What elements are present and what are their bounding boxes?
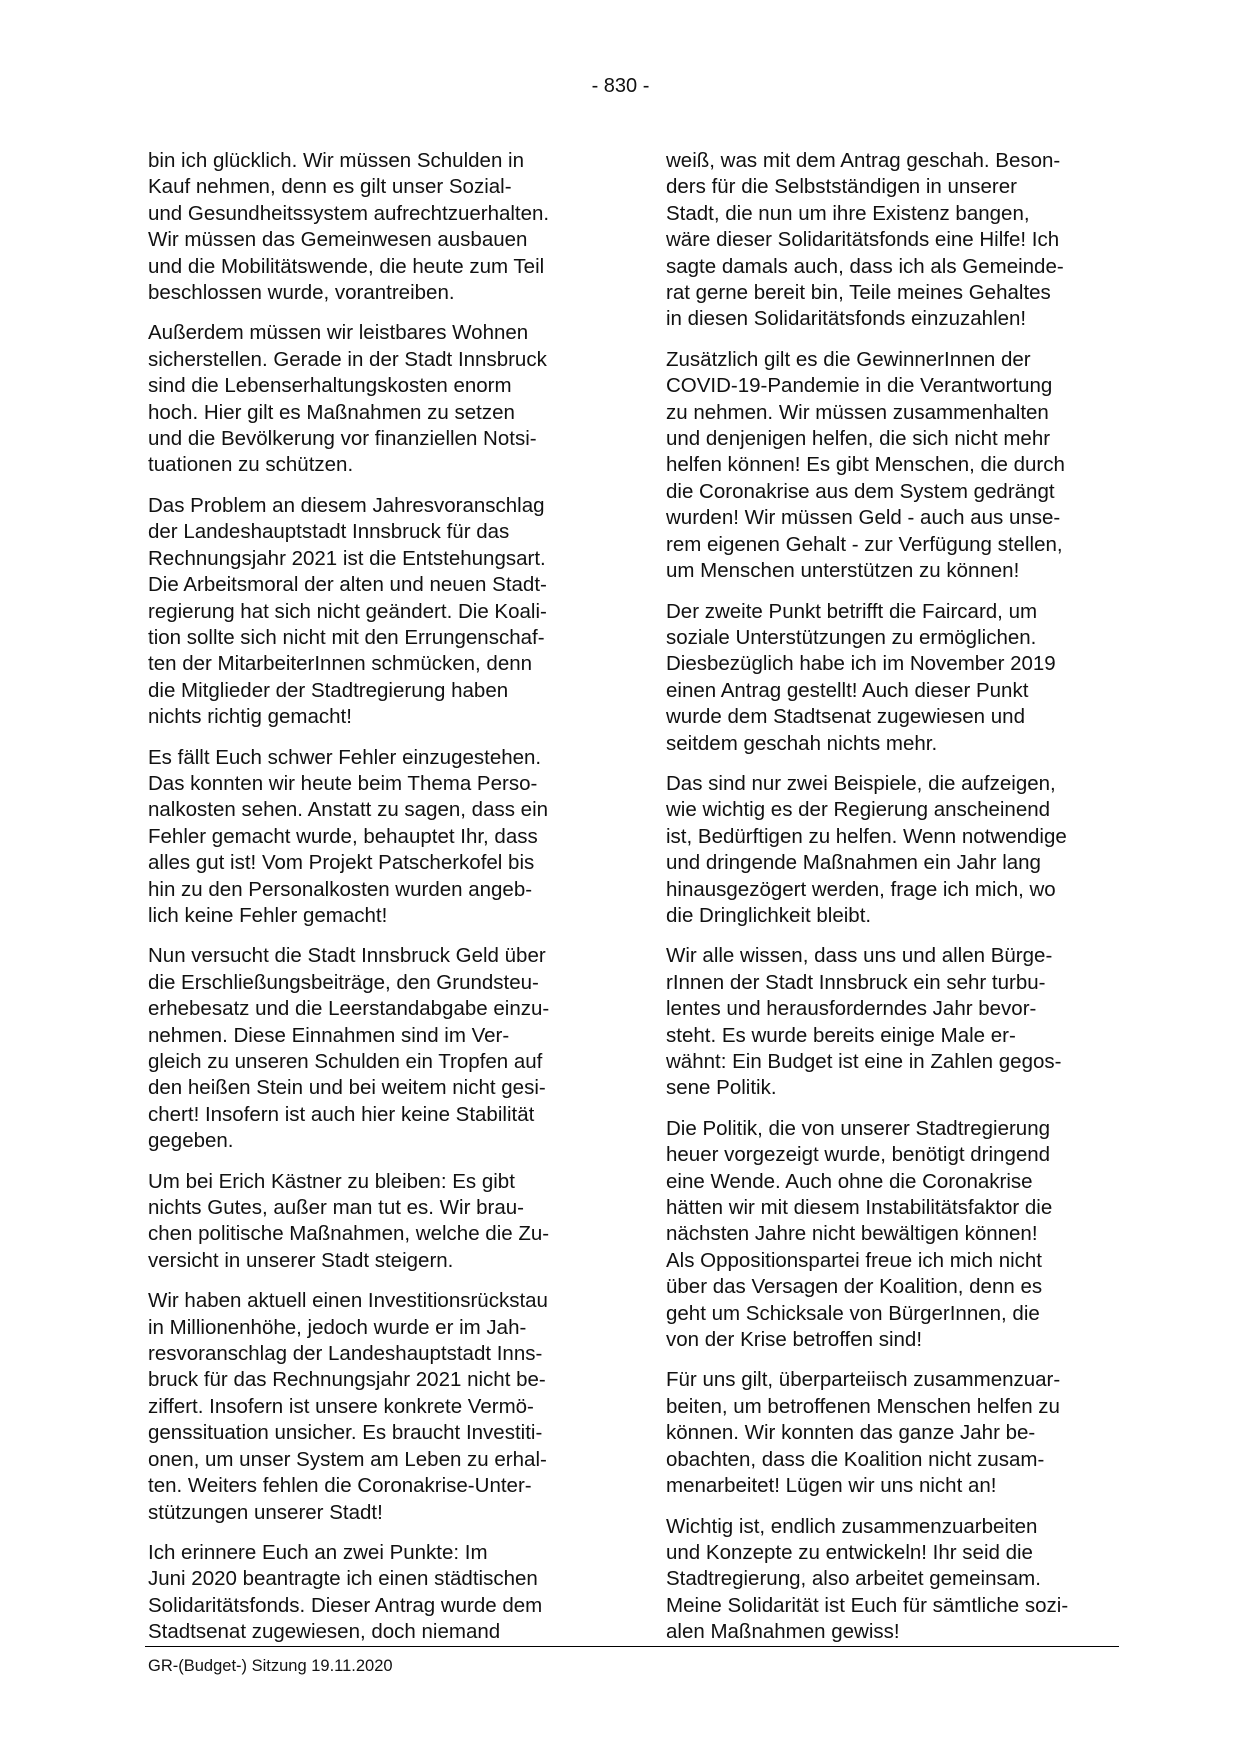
paragraph: Das sind nur zwei Beispiele, die aufzeigen, wie wichtig es der Regierung anscheinend ist, Bedürftigen zu helfen. Wenn notwendige und dringende Maßnahmen ein Jahr lang hinausgezögert werden, frage ich mich, wo die Dringlichkeit bleibt. <box>666 771 1067 927</box>
paragraph: Der zweite Punkt betrifft die Faircard, um soziale Unterstützungen zu ermöglichen. Diesbezüglich habe ich im November 2019 einen Antrag gestellt! Auch dieser Punkt wurde dem Stadtsenat zugewiesen und seitdem geschah nichts mehr. <box>666 599 1056 755</box>
paragraph: Es fällt Euch schwer Fehler einzugestehen. Das konnten wir heute beim Thema Perso- nalkosten sehen. Anstatt zu sagen, dass ein Fehler gemacht wurde, behauptet Ihr, dass alles gut ist! Vom Projekt Patscherkofel bis hin zu den Personalkosten wurden angeb- lich keine Fehler gemacht! <box>148 745 549 927</box>
paragraph: Wir haben aktuell einen Investitionsrückstau in Millionenhöhe, jedoch wurde er im Jah- resvoranschlag der Landeshauptstadt Inns- bruck für das Rechnungsjahr 2021 nicht be- ziffert. Insofern ist unsere konkrete Vermö- genssituation unsicher. Es braucht Investiti- onen, um unser System am Leben zu erhal- ten. Weiters fehlen die Coronakrise-Unter- stützungen unserer Stadt! <box>148 1289 548 1524</box>
paragraph: Um bei Erich Kästner zu bleiben: Es gibt nichts Gutes, außer man tut es. Wir brau- chen politische Maßnahmen, welche die Zu- versicht in unserer Stadt steigern. <box>148 1169 550 1272</box>
paragraph: Ich erinnere Euch an zwei Punkte: Im Juni 2020 beantragte ich einen städtischen Solidaritätsfonds. Dieser Antrag wurde dem Stadtsenat zugewiesen, doch niemand <box>148 1540 543 1644</box>
paragraph: weiß, was mit dem Antrag geschah. Beson- ders für die Selbstständigen in unserer Stadt, die nun um ihre Existenz bangen, wäre dieser Solidaritätsfonds eine Hilfe! Ich sagte damals auch, dass ich als Gemeinde- rat gerne bereit bin, Teile meines Gehaltes in diesen Solidaritätsfonds einzuzahlen! <box>666 149 1064 331</box>
paragraph: Das Problem an diesem Jahresvoranschlag der Landeshauptstadt Innsbruck für das Rechnungsjahr 2021 ist die Entstehungsart. Die Arbeitsmoral der alten und neuen Stadt- regierung hat sich nicht geändert. Die Koali- tion sollte sich nicht mit den Errungenschaf- ten der MitarbeiterInnen schmücken, denn die Mitglieder der Stadtregierung haben nichts richtig gemacht! <box>148 493 547 729</box>
paragraph: Zusätzlich gilt es die GewinnerInnen der COVID-19-Pandemie in die Verantwortung zu nehmen. Wir müssen zusammenhalten und denjenigen helfen, die sich nicht mehr helfen können! Es gibt Menschen, die durch die Coronakrise aus dem System gedrängt wurden! Wir müssen Geld - auch aus unse- rem eigenen Gehalt - zur Verfügung stellen, um Menschen unterstützen zu können! <box>666 347 1065 583</box>
paragraph: Wir alle wissen, dass uns und allen Bürge- rInnen der Stadt Innsbruck ein sehr turbu- lentes und herausforderndes Jahr bevor- steht. Es wurde bereits einige Male er- wähnt: Ein Budget ist eine in Zahlen gegos- sene Politik. <box>666 944 1062 1100</box>
paragraph: Die Politik, die von unserer Stadtregierung heuer vorgezeigt wurde, benötigt dringend eine Wende. Auch ohne die Coronakrise hätten wir mit diesem Instabilitätsfaktor die nächsten Jahre nicht bewältigen können! Als Oppositionspartei freue ich mich nicht über das Versagen der Koalition, denn es geht um Schicksale von BürgerInnen, die von der Krise betroffen sind! <box>666 1116 1053 1352</box>
footer-divider <box>145 1646 1119 1647</box>
paragraph: Außerdem müssen wir leistbares Wohnen sicherstellen. Gerade in der Stadt Innsbruck sind die Lebenserhaltungskosten enorm hoch. Hier gilt es Maßnahmen zu setzen und die Bevölkerung vor finanziellen Notsi- tuationen zu schützen. <box>148 321 547 477</box>
left-column <box>148 148 598 1660</box>
paragraph: bin ich glücklich. Wir müssen Schulden in Kauf nehmen, denn es gilt unser Sozial- und Gesundheitssystem aufrechtzuerhalten. Wir müssen das Gemeinwesen ausbauen und die Mobilitätswende, die heute zum Teil beschlossen wurde, vorantreiben. <box>148 149 550 305</box>
paragraph: Wichtig ist, endlich zusammenzuarbeiten und Konzepte zu entwickeln! Ihr seid die Stadtregierung, also arbeitet gemeinsam. Meine Solidarität ist Euch für sämtliche sozi- alen Maßnahmen gewiss! <box>666 1514 1069 1644</box>
right-column <box>666 148 1118 1660</box>
footer-session-label: GR-(Budget-) Sitzung 19.11.2020 <box>148 1657 393 1675</box>
page-number: - 830 - <box>591 75 650 97</box>
paragraph: Nun versucht die Stadt Innsbruck Geld über die Erschließungsbeiträge, den Grundsteu- erhebesatz und die Leerstandabgabe einzu- nehmen. Diese Einnahmen sind im Ver- gleich zu unseren Schulden ein Tropfen auf den heißen Stein und bei weitem nicht gesi- chert! Insofern ist auch hier keine Stabilität gegeben. <box>148 944 550 1153</box>
paragraph: Für uns gilt, überparteiisch zusammenzuar- beiten, um betroffenen Menschen helfen zu können. Wir konnten das ganze Jahr be- obachten, dass die Koalition nicht zusam- menarbeitet! Lügen wir uns nicht an! <box>666 1368 1061 1498</box>
